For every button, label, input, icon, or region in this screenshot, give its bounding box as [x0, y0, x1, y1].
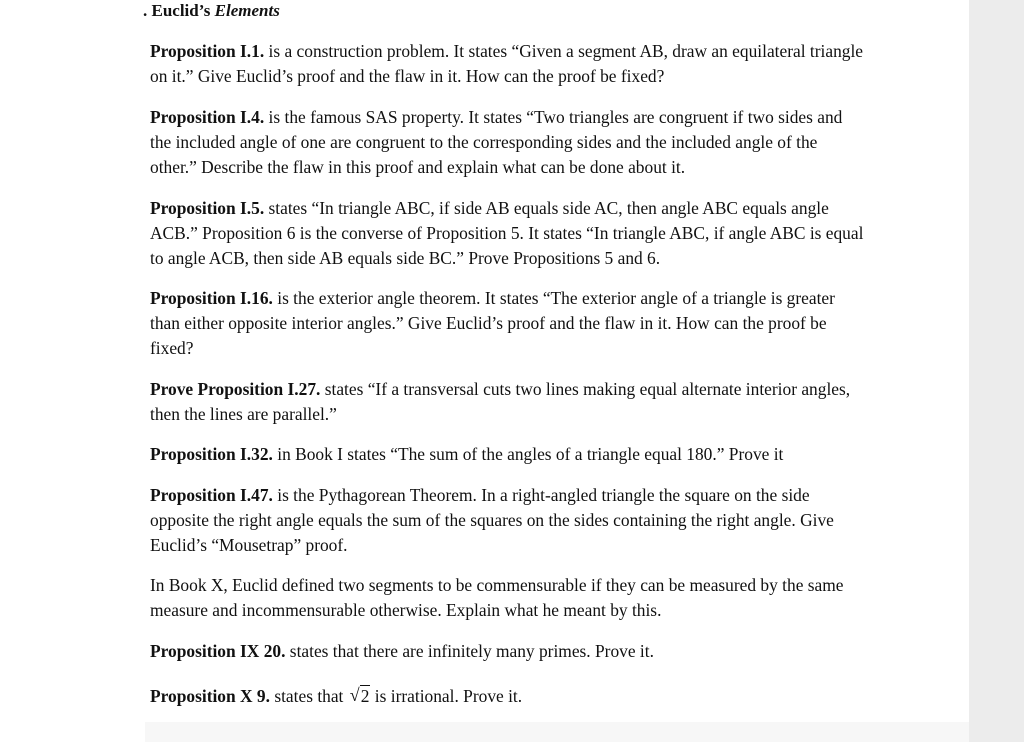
- proposition-text: states that there are infinitely many primes. Prove it.: [285, 641, 654, 661]
- proposition-label: Proposition I.5.: [150, 198, 265, 218]
- heading-prefix: . Euclid’s: [143, 1, 215, 20]
- proposition-label: Proposition I.16.: [150, 288, 273, 308]
- proposition-label: Proposition I.1.: [150, 41, 265, 61]
- right-gutter: [969, 0, 1024, 742]
- heading-title: Elements: [214, 1, 280, 20]
- proposition-text: In Book X, Euclid defined two segments to be commensurable if they can be measured by the same measure and incommensurable otherwise. Explain what he meant by this.: [150, 575, 844, 620]
- proposition-text: is the Pythagorean Theorem. In a right-angled triangle the square on the side opposite the right angle equals the sum of the squares on the sides containing the right angle. Give Euclid’s “Mousetrap” proof.: [150, 485, 834, 555]
- proposition-text: is the exterior angle theorem. It states “The exterior angle of a triangle is greater than either opposite interior angles.” Give Euclid’s proof and the flaw in it. How can the proof be fixed?: [150, 288, 835, 358]
- proposition-i-27-paragraph: [150, 377, 865, 427]
- proposition-i-47-paragraph: [150, 483, 865, 558]
- proposition-label: Proposition I.47.: [150, 485, 273, 505]
- proposition-label: Proposition IX 20.: [150, 641, 286, 661]
- section-heading: [143, 1, 280, 21]
- proposition-i-16-paragraph: [150, 286, 865, 361]
- proposition-ix-20-paragraph: [150, 639, 865, 664]
- proposition-text: is the famous SAS property. It states “Two triangles are congruent if two sides and the included angle of one are congruent to the corresponding sides and the included angle of the other.” Describe the flaw in this proof and explain what can be done about it.: [150, 107, 843, 177]
- proposition-label: Prove Proposition I.27.: [150, 379, 321, 399]
- proposition-label: Proposition I.32.: [150, 444, 273, 464]
- proposition-i-4-paragraph: [150, 105, 865, 180]
- proposition-text: is a construction problem. It states “Given a segment AB, draw an equilateral triangle on it.” Give Euclid’s proof and the flaw in it. How can the proof be fixed?: [150, 41, 864, 86]
- proposition-i-5-paragraph: [150, 196, 865, 271]
- square-root-expression: [350, 684, 371, 709]
- proposition-text: states “In triangle ABC, if side AB equals side AC, then angle ABC equals angle ACB.” Proposition 6 is the converse of Proposition 5. It states “In triangle ABC, if angle ABC is equal to angle ACB, then side AB equals side BC.” Prove Propositions 5 and 6.: [150, 198, 864, 268]
- radicand: 2: [360, 686, 370, 706]
- proposition-i-32-paragraph: [150, 442, 865, 467]
- proposition-text: states that: [269, 686, 348, 706]
- proposition-text: states “If a transversal cuts two lines making equal alternate interior angles, then the lines are parallel.”: [150, 379, 851, 424]
- proposition-label: Proposition X 9.: [150, 686, 270, 706]
- proposition-text: in Book I states “The sum of the angles of a triangle equal 180.” Prove it: [272, 444, 784, 464]
- proposition-i-1-paragraph: [150, 39, 865, 89]
- proposition-x-9-paragraph: [150, 684, 865, 709]
- proposition-text-end: is irrational. Prove it.: [370, 686, 523, 706]
- book-x-paragraph: [150, 573, 865, 623]
- radical-sign-icon: √: [349, 685, 360, 705]
- proposition-label: Proposition I.4.: [150, 107, 265, 127]
